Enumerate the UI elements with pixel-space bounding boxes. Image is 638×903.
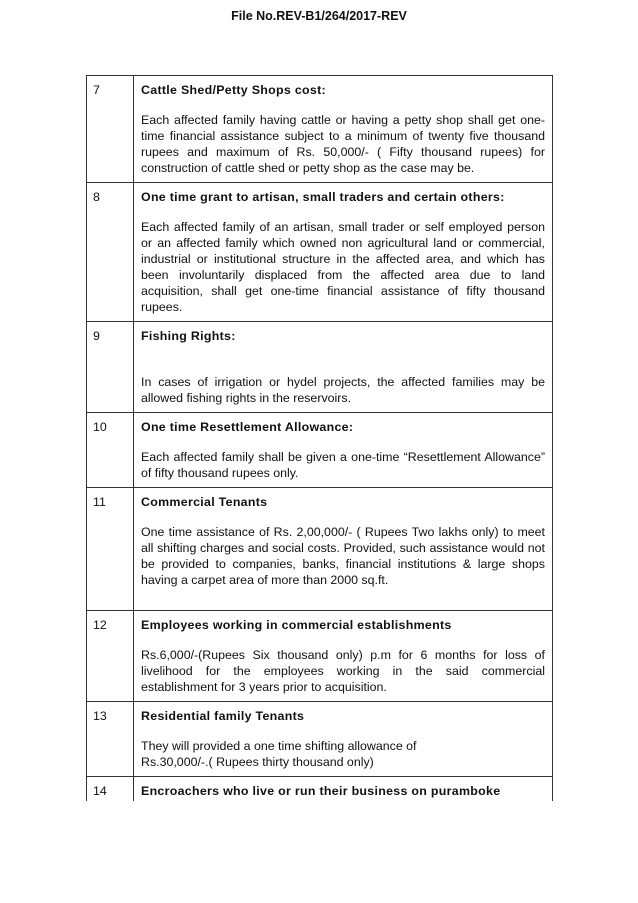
row-heading: Employees working in commercial establishments	[141, 618, 452, 632]
table-row	[87, 183, 553, 322]
row-number: 10	[87, 413, 134, 488]
row-description-line: They will provided a one time shifting allowance of	[141, 739, 417, 753]
row-number: 11	[87, 488, 134, 611]
entitlement-table	[86, 75, 553, 801]
row-content	[134, 777, 553, 802]
table-row	[87, 702, 553, 777]
row-description-line: Rs.30,000/-.( Rupees thirty thousand only)	[141, 755, 374, 769]
row-content	[134, 413, 553, 488]
table-row	[87, 76, 553, 183]
row-description: In cases of irrigation or hydel projects, the affected families may be allowed fishing rights in the reservoirs.	[141, 375, 545, 405]
row-number: 14	[87, 777, 134, 802]
table-row	[87, 488, 553, 611]
row-number: 7	[87, 76, 134, 183]
row-heading: Cattle Shed/Petty Shops cost:	[141, 83, 326, 97]
table-row	[87, 777, 553, 802]
row-description: Each affected family of an artisan, small trader or self employed person or an affected family which owned non agricultural land or commercial, industrial or institutional structure in the affected area, and which has been involuntarily displaced from the affected area due to land acquisition, shall get one-time financial assistance of fifty thousand rupees.	[141, 220, 545, 314]
row-description: One time assistance of Rs. 2,00,000/- ( Rupees Two lakhs only) to meet all shifting charges and social costs. Provided, such assistance would not be provided to companies, banks, financial institutions & large shops having a carpet area of more than 2000 sq.ft.	[141, 525, 545, 587]
row-content	[134, 183, 553, 322]
row-heading: Fishing Rights:	[141, 329, 236, 343]
row-content	[134, 76, 553, 183]
row-number: 12	[87, 611, 134, 702]
table-row	[87, 322, 553, 413]
table-row	[87, 611, 553, 702]
file-number-header: File No.REV-B1/264/2017-REV	[231, 9, 407, 23]
table-row	[87, 413, 553, 488]
row-heading: One time grant to artisan, small traders and certain others:	[141, 190, 505, 204]
row-content	[134, 488, 553, 611]
row-description: Each affected family having cattle or having a petty shop shall get one-time financial assistance subject to a minimum of twenty five thousand rupees and maximum of Rs. 50,000/- ( Fifty thousand rupees) for construction of cattle shed or petty shop as the case may be.	[141, 113, 545, 175]
row-content	[134, 322, 553, 413]
row-description: Each affected family shall be given a one-time “Resettlement Allowance” of fifty thousand rupees only.	[141, 450, 545, 480]
row-number: 9	[87, 322, 134, 413]
row-number: 13	[87, 702, 134, 777]
row-description: Rs.6,000/-(Rupees Six thousand only) p.m for 6 months for loss of livelihood for the employees working in the said commercial establishment for 3 years prior to acquisition.	[141, 648, 545, 694]
row-number: 8	[87, 183, 134, 322]
row-description	[141, 738, 545, 770]
row-heading: One time Resettlement Allowance:	[141, 420, 354, 434]
row-content	[134, 702, 553, 777]
row-content	[134, 611, 553, 702]
row-heading: Commercial Tenants	[141, 495, 268, 509]
row-heading: Encroachers who live or run their business on puramboke	[141, 784, 501, 798]
row-heading: Residential family Tenants	[141, 709, 305, 723]
